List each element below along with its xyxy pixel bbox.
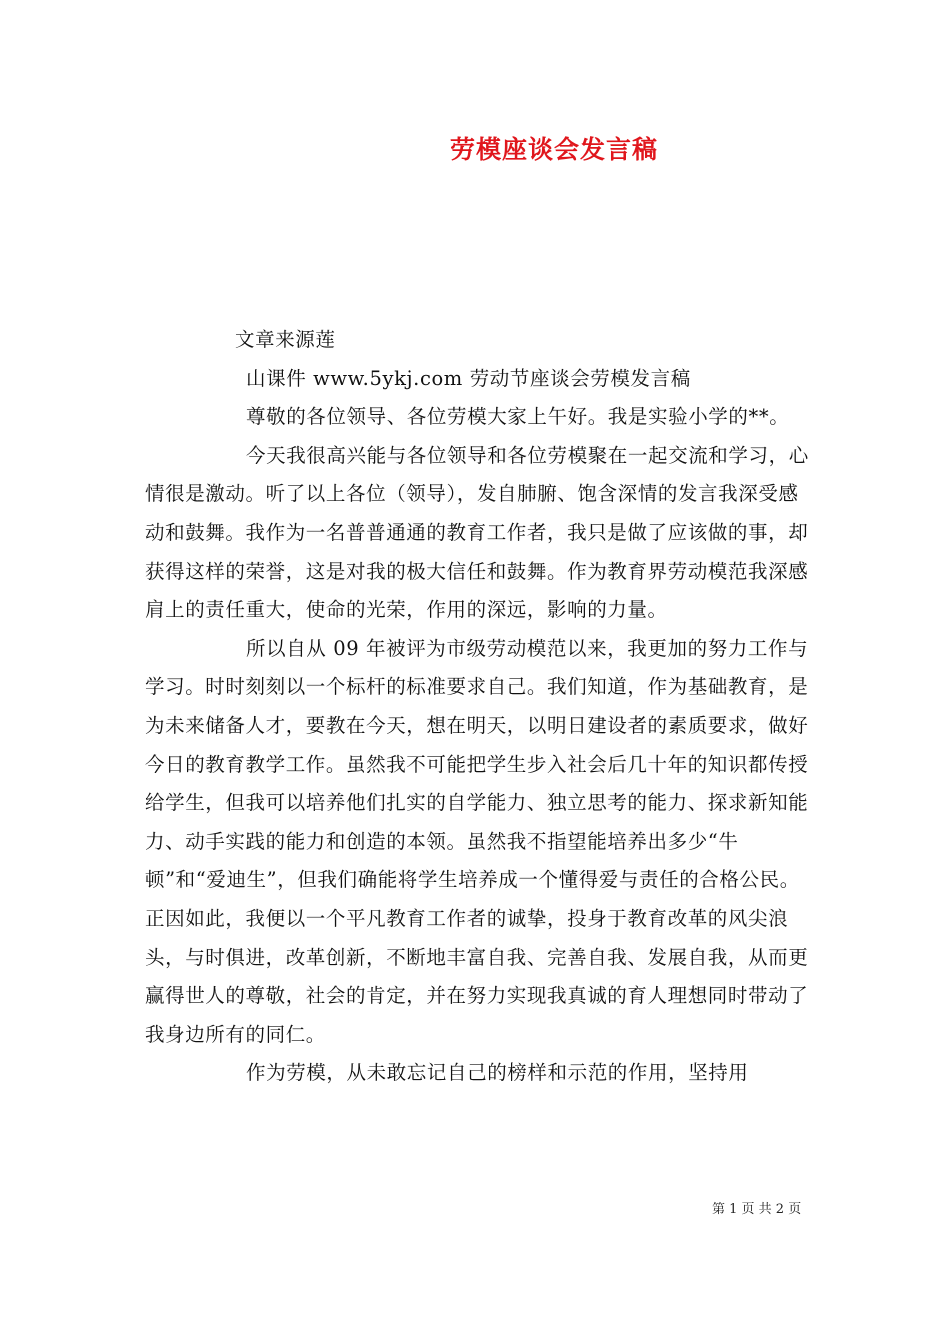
body-paragraph-3: 作为劳模，从未敢忘记自己的榜样和示范的作用，坚持用 [246, 1061, 749, 1085]
source-line-2: 山课件 www.5ykj.com 劳动节座谈会劳模发言稿 [246, 366, 691, 390]
greeting-paragraph: 尊敬的各位领导、各位劳模大家上午好。我是实验小学的**。 [246, 405, 790, 429]
body-paragraph-2: 所以自从 09 年被评为市级劳动模范以来，我更加的努力工作与学习。时时刻刻以一个标杆的标准要求自己。我们知道，作为基础教育，是为未来储备人才，要教在今天，想在明天，以明日建设者的素质要求，做好今日的教育教学工作。虽然我不可能把学生步入社会后几十年的知识都传授给学生，但我可以培养他们扎实的自学能力、独立思考的能力、探求新知能力、动手实践的能力和创造的本领。虽然我不指望能培养出多少“牛顿”和“爱迪生”，但我们确能将学生培养成一个懂得爱与责任的合格公民。正因如此，我便以一个平凡教育工作者的诚挚，投身于教育改革的风尖浪头，与时俱进，改革创新，不断地丰富自我、完善自我、发展自我，从而更赢得世人的尊敬，社会的肯定，并在努力实现我真诚的育人理想同时带动了我身边所有的同仁。 [145, 636, 809, 1046]
body-paragraph-1: 今天我很高兴能与各位领导和各位劳模聚在一起交流和学习，心情很是激动。听了以上各位（领导），发自肺腑、饱含深情的发言我深受感动和鼓舞。我作为一名普普通通的教育工作者，我只是做了应该做的事，却获得这样的荣誉，这是对我的极大信任和鼓舞。作为教育界劳动模范我深感肩上的责任重大，使命的光荣，作用的深远，影响的力量。 [145, 443, 809, 622]
document-body [145, 321, 815, 1093]
source-line-1: 文章来源莲 [235, 328, 336, 351]
document-title: 劳模座谈会发言稿 [450, 135, 659, 164]
page-number: 第 1 页 共 2 页 [712, 1202, 802, 1217]
